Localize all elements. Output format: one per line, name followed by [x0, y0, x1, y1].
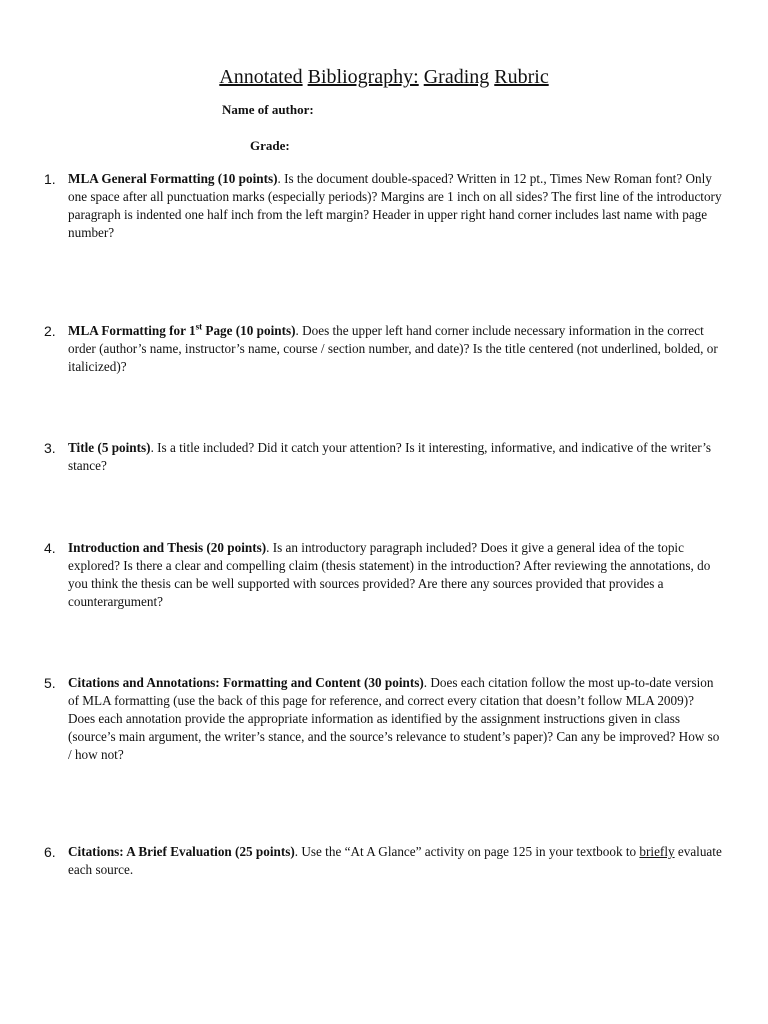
superscript: st	[195, 321, 203, 332]
rubric-item-4	[44, 539, 724, 611]
item-heading: Introduction and Thesis (20 points)	[68, 540, 267, 555]
item-text	[68, 439, 724, 475]
title-word: Rubric	[494, 66, 549, 88]
title-word: Bibliography:	[307, 66, 419, 88]
item-description: . Does the upper left hand corner include necessary information in the correct order (author’s name, instructor’s name, course / section number, and date)? Is the title centered (not underlined, bolded, or italicized)?	[68, 323, 718, 374]
item-description-end: evaluate each source.	[68, 844, 722, 877]
rubric-item-5	[44, 674, 724, 764]
item-heading: Citations and Annotations: Formatting and Content (30 points)	[68, 675, 424, 690]
item-number: 5.	[44, 675, 56, 691]
item-number: 1.	[44, 171, 56, 187]
item-number: 6.	[44, 844, 56, 860]
rubric-item-1	[44, 170, 724, 242]
item-description: . Is an introductory paragraph included? Does it give a general idea of the topic explored? Is there a clear and compelling claim (thesis statement) in the introduction? After reviewing the annotations, do you think the thesis can be well supported with sources provided? Are there any sources provided that provides a counterargument?	[68, 540, 711, 609]
item-text	[68, 843, 724, 879]
rubric-item-6	[44, 843, 724, 879]
item-text	[68, 674, 724, 764]
item-text	[68, 170, 724, 242]
item-heading: MLA General Formatting (10 points)	[68, 171, 278, 186]
item-heading: MLA Formatting for 1st Page (10 points)	[68, 321, 296, 338]
page-title	[0, 64, 768, 90]
underlined-word: briefly	[639, 844, 675, 859]
rubric-item-3	[44, 439, 724, 475]
item-heading: Title (5 points)	[68, 440, 151, 455]
item-description: . Does each citation follow the most up-to-date version of MLA formatting (use the back of this page for reference, and correct every citation that doesn’t follow MLA 2009)? Does each annotation provide the appropriate information as identified by the assignment instructions given in class (source’s main argument, the writer’s stance, and the source’s relevance to student’s paper)? Can any be improved? How so / how not?	[68, 675, 720, 762]
author-name-label: Name of author:	[222, 102, 314, 117]
item-number: 4.	[44, 540, 56, 556]
title-word: Annotated	[219, 66, 303, 88]
item-number: 3.	[44, 440, 56, 456]
item-text	[68, 322, 724, 376]
title-word: Grading	[423, 66, 490, 88]
grade-label: Grade:	[250, 138, 290, 153]
item-description: . Use the “At A Glance” activity on page 125 in your textbook to	[294, 844, 640, 859]
item-number: 2.	[44, 323, 56, 339]
item-description: . Is the document double-spaced? Written in 12 pt., Times New Roman font? Only one space after all punctuation marks (especially periods)? Margins are 1 inch on all sides? The first line of the introductory paragraph is indented one half inch from the left margin? Header in upper right hand corner includes last name with page number?	[68, 171, 722, 240]
item-heading: Citations: A Brief Evaluation (25 points)	[68, 844, 295, 859]
rubric-item-2	[44, 322, 724, 376]
item-text	[68, 539, 724, 611]
item-description: . Is a title included? Did it catch your attention? Is it interesting, informative, and indicative of the writer’s stance?	[68, 440, 711, 473]
